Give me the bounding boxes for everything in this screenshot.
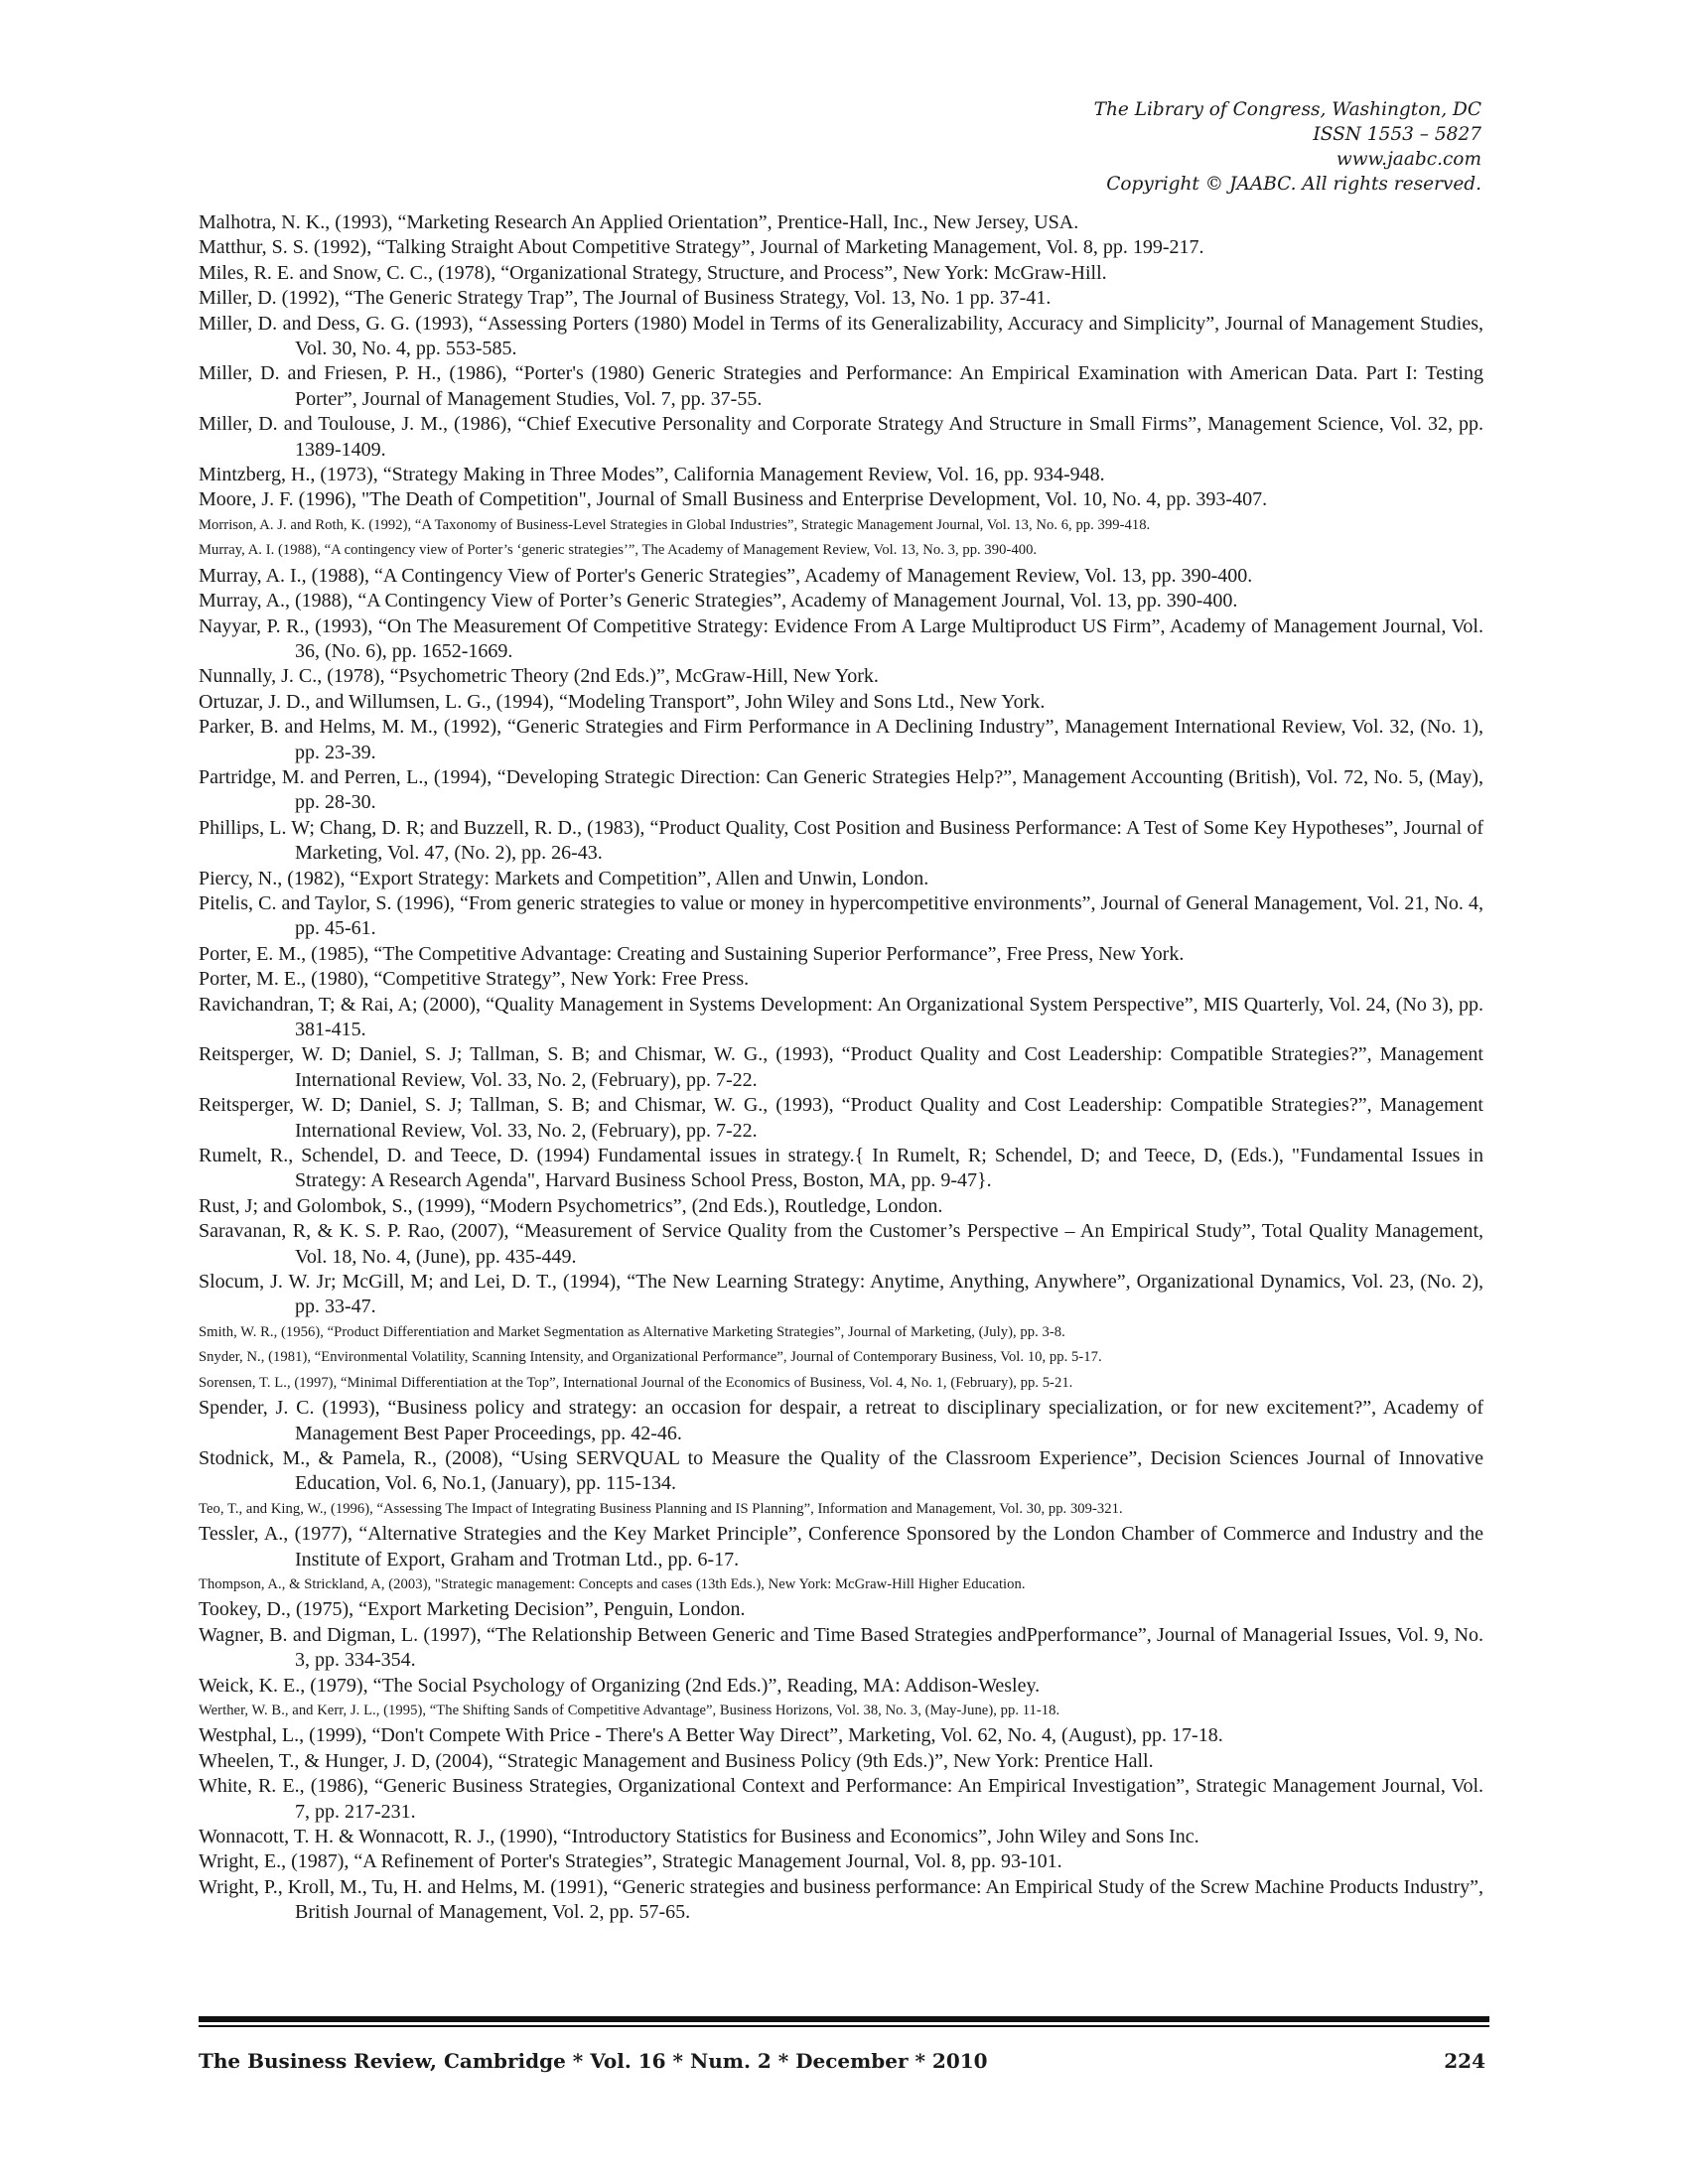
header-library-line: The Library of Congress, Washington, DC — [1093, 99, 1481, 120]
reference-entry: Miller, D. and Dess, G. G. (1993), “Assessing Porters (1980) Model in Terms of its Generalizability, Accuracy and Simplicity”, Journal of Management Studies, Vol. 30, No. 4, pp. 553-585. — [199, 312, 1483, 360]
reference-entry: Miller, D. and Friesen, P. H., (1986), “Porter's (1980) Generic Strategies and Performance: An Empirical Examination with American Data. Part I: Testing Porter”, Journal of Management Studies, Vol. 7, pp. 37-55. — [199, 362, 1483, 410]
reference-entry: Snyder, N., (1981), “Environmental Volatility, Scanning Intensity, and Organizational Performance”, Journal of Contemporary Business, Vol. 10, pp. 5-17. — [199, 1349, 1102, 1366]
reference-entry: Thompson, A., & Strickland, A, (2003), "Strategic management: Concepts and cases (13th Eds.), New York: McGraw-Hill Higher Education. — [199, 1575, 1026, 1592]
reference-entry: Malhotra, N. K., (1993), “Marketing Research An Applied Orientation”, Prentice-Hall, Inc., New Jersey, USA. — [199, 211, 1079, 233]
reference-entry: Werther, W. B., and Kerr, J. L., (1995), “The Shifting Sands of Competitive Advantage”, Business Horizons, Vol. 38, No. 3, (May-June), pp. 11-18. — [199, 1702, 1060, 1718]
reference-entry: Nunnally, J. C., (1978), “Psychometric Theory (2nd Eds.)”, McGraw-Hill, New York. — [199, 665, 879, 688]
reference-entry: Miller, D. and Toulouse, J. M., (1986), “Chief Executive Personality and Corporate Strategy And Structure in Small Firms”, Management Science, Vol. 32, pp. 1389-1409. — [199, 413, 1483, 461]
reference-entry: White, R. E., (1986), “Generic Business Strategies, Organizational Context and Performance: An Empirical Investigation”, Strategic Management Journal, Vol. 7, pp. 217-231. — [199, 1775, 1483, 1823]
reference-entry: Partridge, M. and Perren, L., (1994), “Developing Strategic Direction: Can Generic Strategies Help?”, Management Accounting (British), Vol. 72, No. 5, (May), pp. 28-30. — [199, 765, 1483, 814]
reference-entry: Pitelis, C. and Taylor, S. (1996), “From generic strategies to value or money in hypercompetitive environments”, Journal of General Management, Vol. 21, No. 4, pp. 45-61. — [199, 891, 1483, 940]
page-number: 224 — [1444, 2049, 1485, 2073]
reference-entry: Wright, P., Kroll, M., Tu, H. and Helms, M. (1991), “Generic strategies and business performance: An Empirical Study of the Screw Machine Products Industry”, British Journal of Management, Vol. 2, pp. 57-65. — [199, 1875, 1483, 1924]
reference-entry: Phillips, L. W; Chang, D. R; and Buzzell, R. D., (1983), “Product Quality, Cost Position and Business Performance: A Test of Some Key Hypotheses”, Journal of Marketing, Vol. 47, (No. 2), pp. 26-43. — [199, 816, 1483, 865]
reference-entry: Weick, K. E., (1979), “The Social Psychology of Organizing (2nd Eds.)”, Reading, MA: Addison-Wesley. — [199, 1674, 1041, 1697]
reference-entry: Mintzberg, H., (1973), “Strategy Making in Three Modes”, California Management Review, Vol. 16, pp. 934-948. — [199, 464, 1105, 486]
reference-list — [199, 210, 1483, 1926]
footer-journal-info: The Business Review, Cambridge * Vol. 16 * Num. 2 * December * 2010 — [199, 2049, 988, 2073]
reference-entry: Porter, M. E., (1980), “Competitive Strategy”, New York: Free Press. — [199, 968, 750, 991]
reference-entry: Saravanan, R, & K. S. P. Rao, (2007), “Measurement of Service Quality from the Customer’s Perspective – An Empirical Study”, Total Quality Management, Vol. 18, No. 4, (June), pp. 435-449. — [199, 1220, 1483, 1268]
reference-entry: Reitsperger, W. D; Daniel, S. J; Tallman, S. B; and Chismar, W. G., (1993), “Product Quality and Cost Leadership: Compatible Strategies?”, Management International Review, Vol. 33, No. 2, (February), pp. 7-22. — [199, 1094, 1483, 1142]
header-issn-line: ISSN 1553 – 5827 — [1313, 124, 1481, 145]
reference-entry: Rust, J; and Golombok, S., (1999), “Modern Psychometrics”, (2nd Eds.), Routledge, London. — [199, 1194, 943, 1217]
reference-entry: Wheelen, T., & Hunger, J. D, (2004), “Strategic Management and Business Policy (9th Eds.)”, New York: Prentice Hall. — [199, 1749, 1154, 1772]
reference-entry: Ortuzar, J. D., and Willumsen, L. G., (1994), “Modeling Transport”, John Wiley and Sons Ltd., New York. — [199, 690, 1046, 713]
reference-entry: Piercy, N., (1982), “Export Strategy: Markets and Competition”, Allen and Unwin, London. — [199, 867, 929, 889]
reference-entry: Sorensen, T. L., (1997), “Minimal Differentiation at the Top”, International Journal of the Economics of Business, Vol. 4, No. 1, (February), pp. 5-21. — [199, 1374, 1073, 1391]
reference-entry: Murray, A., (1988), “A Contingency View of Porter’s Generic Strategies”, Academy of Management Journal, Vol. 13, pp. 390-400. — [199, 590, 1238, 613]
reference-entry: Reitsperger, W. D; Daniel, S. J; Tallman, S. B; and Chismar, W. G., (1993), “Product Quality and Cost Leadership: Compatible Strategies?”, Management International Review, Vol. 33, No. 2, (February), pp. 7-22. — [199, 1043, 1483, 1091]
reference-entry: Wonnacott, T. H. & Wonnacott, R. J., (1990), “Introductory Statistics for Business and Economics”, John Wiley and Sons Inc. — [199, 1826, 1199, 1847]
reference-entry: Miles, R. E. and Snow, C. C., (1978), “Organizational Strategy, Structure, and Process”, New York: McGraw-Hill. — [199, 261, 1107, 284]
header-website-line: www.jaabc.com — [1336, 149, 1481, 170]
reference-entry: Porter, E. M., (1985), “The Competitive Advantage: Creating and Sustaining Superior Performance”, Free Press, New York. — [199, 942, 1185, 965]
reference-entry: Rumelt, R., Schendel, D. and Teece, D. (1994) Fundamental issues in strategy.{ In Rumelt, R; Schendel, D; and Teece, D, (Eds.), "Fundamental Issues in Strategy: A Research Agenda", Harvard Business School Press, Boston, MA, pp. 9-47}. — [199, 1145, 1483, 1192]
reference-entry: Teo, T., and King, W., (1996), “Assessing The Impact of Integrating Business Planning and IS Planning”, Information and Management, Vol. 30, pp. 309-321. — [199, 1500, 1123, 1517]
reference-entry: Wagner, B. and Digman, L. (1997), “The Relationship Between Generic and Time Based Strategies andPperformance”, Journal of Managerial Issues, Vol. 9, No. 3, pp. 334-354. — [199, 1623, 1483, 1672]
footer-rule-thick — [199, 2016, 1489, 2022]
reference-entry: Stodnick, M., & Pamela, R., (2008), “Using SERVQUAL to Measure the Quality of the Classroom Experience”, Decision Sciences Journal of Innovative Education, Vol. 6, No.1, (January), pp. 115-134. — [199, 1446, 1483, 1495]
reference-entry: Murray, A. I., (1988), “A Contingency View of Porter's Generic Strategies”, Academy of Management Review, Vol. 13, pp. 390-400. — [199, 564, 1253, 587]
page-header — [786, 97, 1481, 197]
reference-entry: Tessler, A., (1977), “Alternative Strategies and the Key Market Principle”, Conference Sponsored by the London Chamber of Commerce and Industry and the Institute of Export, Graham and Trotman Ltd., pp. 6-17. — [199, 1523, 1483, 1570]
reference-entry: Slocum, J. W. Jr; McGill, M; and Lei, D. T., (1994), “The New Learning Strategy: Anytime, Anything, Anywhere”, Organizational Dynamics, Vol. 23, (No. 2), pp. 33-47. — [199, 1271, 1483, 1318]
reference-entry: Matthur, S. S. (1992), “Talking Straight About Competitive Strategy”, Journal of Marketing Management, Vol. 8, pp. 199-217. — [199, 236, 1204, 259]
footer-rule-thin — [199, 2025, 1489, 2027]
reference-entry: Wright, E., (1987), “A Refinement of Porter's Strategies”, Strategic Management Journal, Vol. 8, pp. 93-101. — [199, 1850, 1062, 1873]
reference-entry: Ravichandran, T; & Rai, A; (2000), “Quality Management in Systems Development: An Organizational System Perspective”, MIS Quarterly, Vol. 24, (No 3), pp. 381-415. — [199, 993, 1483, 1040]
reference-entry: Smith, W. R., (1956), “Product Differentiation and Market Segmentation as Alternative Marketing Strategies”, Journal of Marketing, (July), pp. 3-8. — [199, 1323, 1065, 1340]
header-copyright-line: Copyright © JAABC. All rights reserved. — [1106, 174, 1481, 195]
reference-entry: Spender, J. C. (1993), “Business policy and strategy: an occasion for despair, a retreat to disciplinary specialization, or for new excitement?”, Academy of Management Best Paper Proceedings, pp. 42-46. — [199, 1397, 1483, 1444]
reference-entry: Westphal, L., (1999), “Don't Compete With Price - There's A Better Way Direct”, Marketing, Vol. 62, No. 4, (August), pp. 17-18. — [199, 1724, 1223, 1747]
reference-entry: Tookey, D., (1975), “Export Marketing Decision”, Penguin, London. — [199, 1598, 746, 1621]
reference-entry: Nayyar, P. R., (1993), “On The Measurement Of Competitive Strategy: Evidence From A Large Multiproduct US Firm”, Academy of Management Journal, Vol. 36, (No. 6), pp. 1652-1669. — [199, 614, 1483, 662]
reference-entry: Parker, B. and Helms, M. M., (1992), “Generic Strategies and Firm Performance in A Declining Industry”, Management International Review, Vol. 32, (No. 1), pp. 23-39. — [199, 716, 1483, 763]
reference-entry: Morrison, A. J. and Roth, K. (1992), “A Taxonomy of Business-Level Strategies in Global Industries”, Strategic Management Journal, Vol. 13, No. 6, pp. 399-418. — [199, 516, 1151, 533]
reference-entry: Moore, J. F. (1996), "The Death of Competition", Journal of Small Business and Enterprise Development, Vol. 10, No. 4, pp. 393-407. — [199, 488, 1268, 511]
reference-entry: Murray, A. I. (1988), “A contingency view of Porter’s ‘generic strategies’”, The Academy of Management Review, Vol. 13, No. 3, pp. 390-400. — [199, 542, 1038, 559]
reference-entry: Miller, D. (1992), “The Generic Strategy Trap”, The Journal of Business Strategy, Vol. 13, No. 1 pp. 37-41. — [199, 287, 1052, 310]
